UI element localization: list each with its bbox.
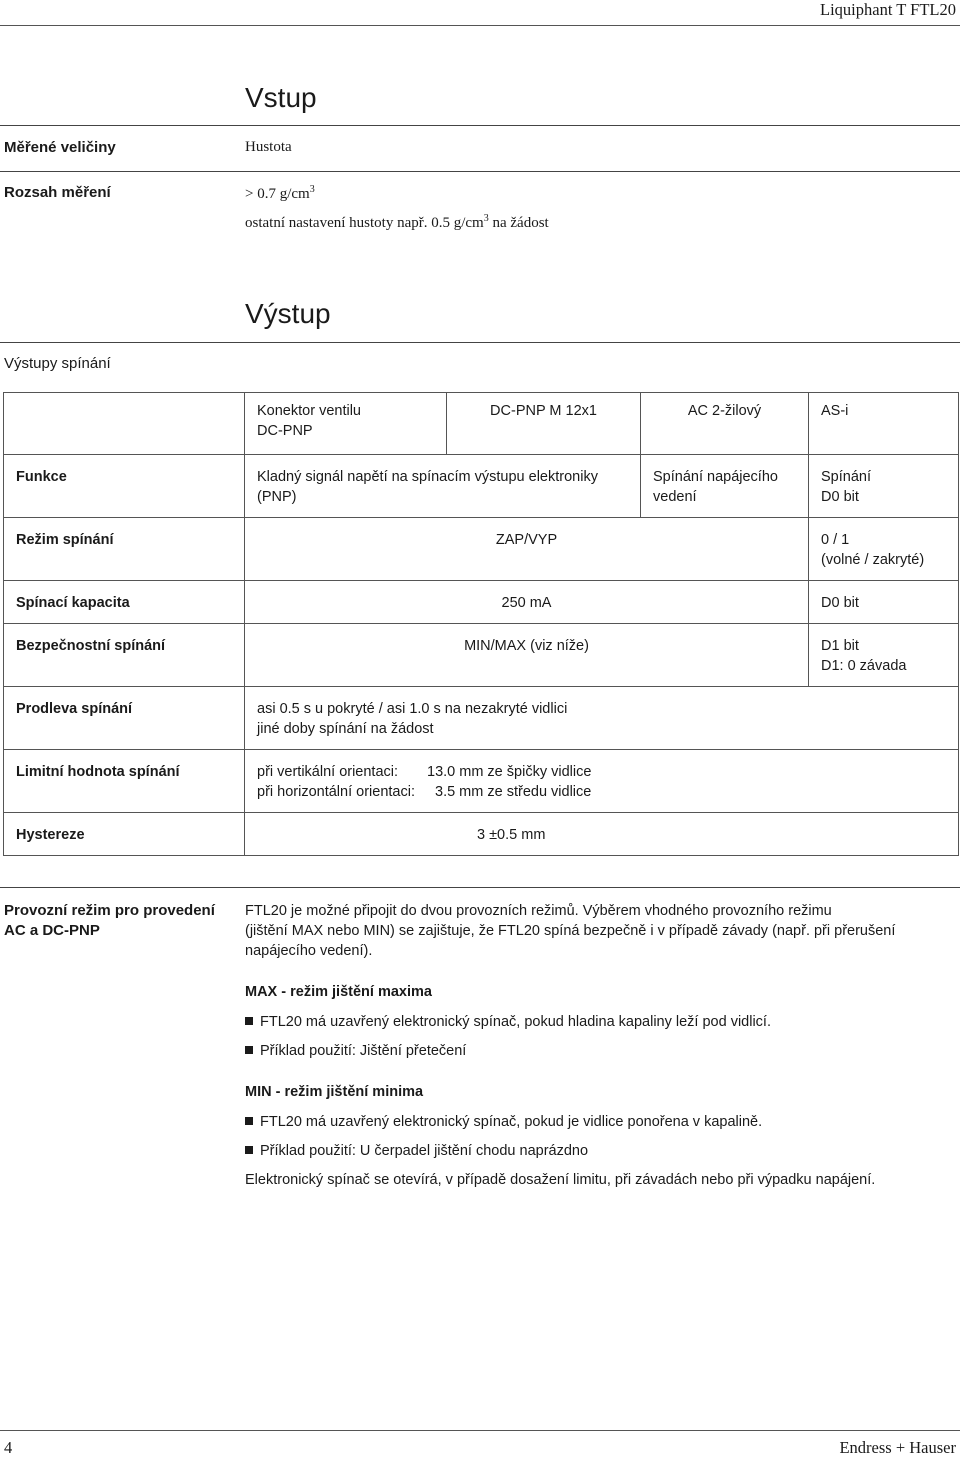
range-value-1-sup: 3 bbox=[309, 184, 315, 195]
header-empty-cell bbox=[4, 393, 245, 455]
operating-intro-line2: (jištění MAX nebo MIN) se zajištuje, že FTL20 spíná bezpečně i v případě závady (např. při přerušení bbox=[245, 923, 896, 939]
function-asi-line2: D0 bit bbox=[821, 489, 859, 505]
header-valve-line2: DC-PNP bbox=[257, 423, 313, 439]
operating-label-line2: AC a DC-PNP bbox=[4, 922, 100, 939]
header-ac bbox=[641, 393, 809, 455]
safety-asi bbox=[809, 624, 959, 687]
header-valve bbox=[245, 393, 447, 455]
capacity-value bbox=[245, 581, 809, 624]
max-item-text: FTL20 má uzavřený elektronický spínač, pokud hladina kapaliny leží pod vidlicí. bbox=[260, 1014, 771, 1030]
row-label-mode bbox=[4, 518, 245, 581]
row-label-capacity bbox=[4, 581, 245, 624]
row-label-limit bbox=[4, 750, 245, 813]
output-rule bbox=[0, 342, 960, 343]
footer-rule bbox=[0, 1430, 960, 1431]
function-ac-line2: vedení bbox=[653, 489, 697, 505]
switch-outputs-label: Výstupy spínání bbox=[4, 355, 111, 372]
input-rule-1 bbox=[0, 125, 960, 126]
table-row bbox=[4, 687, 959, 750]
row-label-delay-text: Prodleva spínání bbox=[16, 701, 133, 717]
max-heading: MAX - režim jištění maxima bbox=[245, 984, 432, 1000]
safety-value bbox=[245, 624, 809, 687]
measured-value: Hustota bbox=[245, 139, 292, 155]
capacity-asi bbox=[809, 581, 959, 624]
limit-line2-value: 3.5 mm ze středu vidlice bbox=[435, 784, 592, 800]
max-item bbox=[245, 1012, 771, 1032]
header-asi-text: AS-i bbox=[821, 403, 849, 419]
running-header: Liquiphant T FTL20 bbox=[820, 0, 956, 19]
delay-line1: asi 0.5 s u pokryté / asi 1.0 s na nezakryté vidlici bbox=[257, 701, 568, 717]
table-row bbox=[4, 518, 959, 581]
table-header-row bbox=[4, 393, 959, 455]
range-value-1 bbox=[245, 184, 315, 203]
hysteresis-value bbox=[245, 813, 959, 856]
row-label-mode-text: Režim spínání bbox=[16, 532, 114, 548]
operating-intro-line3: napájecího vedení). bbox=[245, 943, 373, 959]
operating-label bbox=[4, 901, 215, 941]
limit-line1 bbox=[257, 762, 946, 782]
mode-value-text: ZAP/VYP bbox=[495, 532, 558, 548]
min-item bbox=[245, 1141, 588, 1161]
limit-line1-value: 13.0 mm ze špičky vidlice bbox=[427, 764, 592, 780]
closing-text: Elektronický spínač se otevírá, v případě dosažení limitu, při závadách nebo při výpadku napájení. bbox=[245, 1172, 876, 1188]
min-item-text: FTL20 má uzavřený elektronický spínač, pokud je vidlice ponořena v kapalině. bbox=[260, 1114, 763, 1130]
capacity-asi-text: D0 bit bbox=[821, 595, 859, 611]
row-label-delay bbox=[4, 687, 245, 750]
function-asi-line1: Spínání bbox=[821, 469, 871, 485]
bullet-icon bbox=[245, 1046, 253, 1054]
mode-value bbox=[245, 518, 809, 581]
row-label-hysteresis-text: Hystereze bbox=[16, 827, 85, 843]
operating-label-line1: Provozní režim pro provedení bbox=[4, 902, 215, 919]
header-valve-line1: Konektor ventilu bbox=[257, 403, 361, 419]
header-ac-text: AC 2-žilový bbox=[687, 403, 762, 419]
range-value-2-sup: 3 bbox=[483, 213, 489, 224]
capacity-value-text: 250 mA bbox=[501, 595, 552, 611]
range-value-2-tail: na žádost bbox=[488, 215, 549, 231]
limit-line2-label: při horizontální orientaci: bbox=[257, 784, 415, 800]
output-heading: Výstup bbox=[245, 298, 331, 329]
row-label-function-text: Funkce bbox=[16, 469, 67, 485]
function-pnp-line1: Kladný signál napětí na spínacím výstupu elektroniky bbox=[257, 469, 598, 485]
range-label: Rozsah měření bbox=[4, 184, 111, 201]
operating-rule bbox=[0, 887, 960, 888]
bullet-icon bbox=[245, 1017, 253, 1025]
page-number: 4 bbox=[4, 1438, 13, 1457]
max-item bbox=[245, 1041, 466, 1061]
safety-asi-line1: D1 bit bbox=[821, 638, 859, 654]
row-label-hysteresis bbox=[4, 813, 245, 856]
min-item bbox=[245, 1112, 762, 1132]
measured-label: Měřené veličiny bbox=[4, 139, 116, 156]
function-pnp bbox=[245, 455, 641, 518]
operating-intro-line1: FTL20 je možné připojit do dvou provozních režimů. Výběrem vhodného provozního režimu bbox=[245, 903, 832, 919]
switch-outputs-table bbox=[3, 392, 959, 856]
input-heading: Vstup bbox=[245, 82, 317, 113]
table-row bbox=[4, 624, 959, 687]
header-rule bbox=[0, 25, 960, 26]
delay-line2: jiné doby spínání na žádost bbox=[257, 721, 434, 737]
header-asi bbox=[809, 393, 959, 455]
safety-value-text: MIN/MAX (viz níže) bbox=[464, 638, 589, 654]
hysteresis-value-text: 3 ±0.5 mm bbox=[477, 827, 546, 843]
function-asi bbox=[809, 455, 959, 518]
operating-intro bbox=[245, 901, 957, 961]
range-value-2-text: ostatní nastavení hustoty např. 0.5 g/cm bbox=[245, 215, 484, 231]
min-heading: MIN - režim jištění minima bbox=[245, 1084, 424, 1100]
input-rule-2 bbox=[0, 171, 960, 172]
header-dcpnp-text: DC-PNP M 12x1 bbox=[490, 403, 597, 419]
row-label-capacity-text: Spínací kapacita bbox=[16, 595, 130, 611]
function-ac-line1: Spínání napájecího bbox=[653, 469, 778, 485]
footer-brand: Endress + Hauser bbox=[839, 1438, 956, 1457]
row-label-safety-text: Bezpečnostní spínání bbox=[16, 638, 166, 654]
function-pnp-line2: (PNP) bbox=[257, 489, 297, 505]
row-label-safety bbox=[4, 624, 245, 687]
mode-asi-line2: (volné / zakryté) bbox=[821, 552, 925, 568]
limit-value bbox=[245, 750, 959, 813]
limit-line2 bbox=[257, 782, 946, 802]
bullet-icon bbox=[245, 1117, 253, 1125]
table-row bbox=[4, 581, 959, 624]
bullet-icon bbox=[245, 1146, 253, 1154]
mode-asi bbox=[809, 518, 959, 581]
range-value-1-text: > 0.7 g/cm bbox=[245, 186, 310, 202]
range-value-2 bbox=[245, 213, 549, 232]
function-ac bbox=[641, 455, 809, 518]
table-row bbox=[4, 813, 959, 856]
table-row bbox=[4, 455, 959, 518]
row-label-function bbox=[4, 455, 245, 518]
min-item-text: Příklad použití: U čerpadel jištění chodu naprázdno bbox=[260, 1143, 589, 1159]
limit-line1-label: při vertikální orientaci: bbox=[257, 764, 399, 780]
delay-value bbox=[245, 687, 959, 750]
table-row bbox=[4, 750, 959, 813]
row-label-limit-text: Limitní hodnota spínání bbox=[16, 764, 180, 780]
header-dcpnp bbox=[447, 393, 641, 455]
safety-asi-line2: D1: 0 závada bbox=[821, 658, 907, 674]
mode-asi-line1: 0 / 1 bbox=[821, 532, 850, 548]
max-item-text: Příklad použití: Jištění přetečení bbox=[260, 1043, 467, 1059]
